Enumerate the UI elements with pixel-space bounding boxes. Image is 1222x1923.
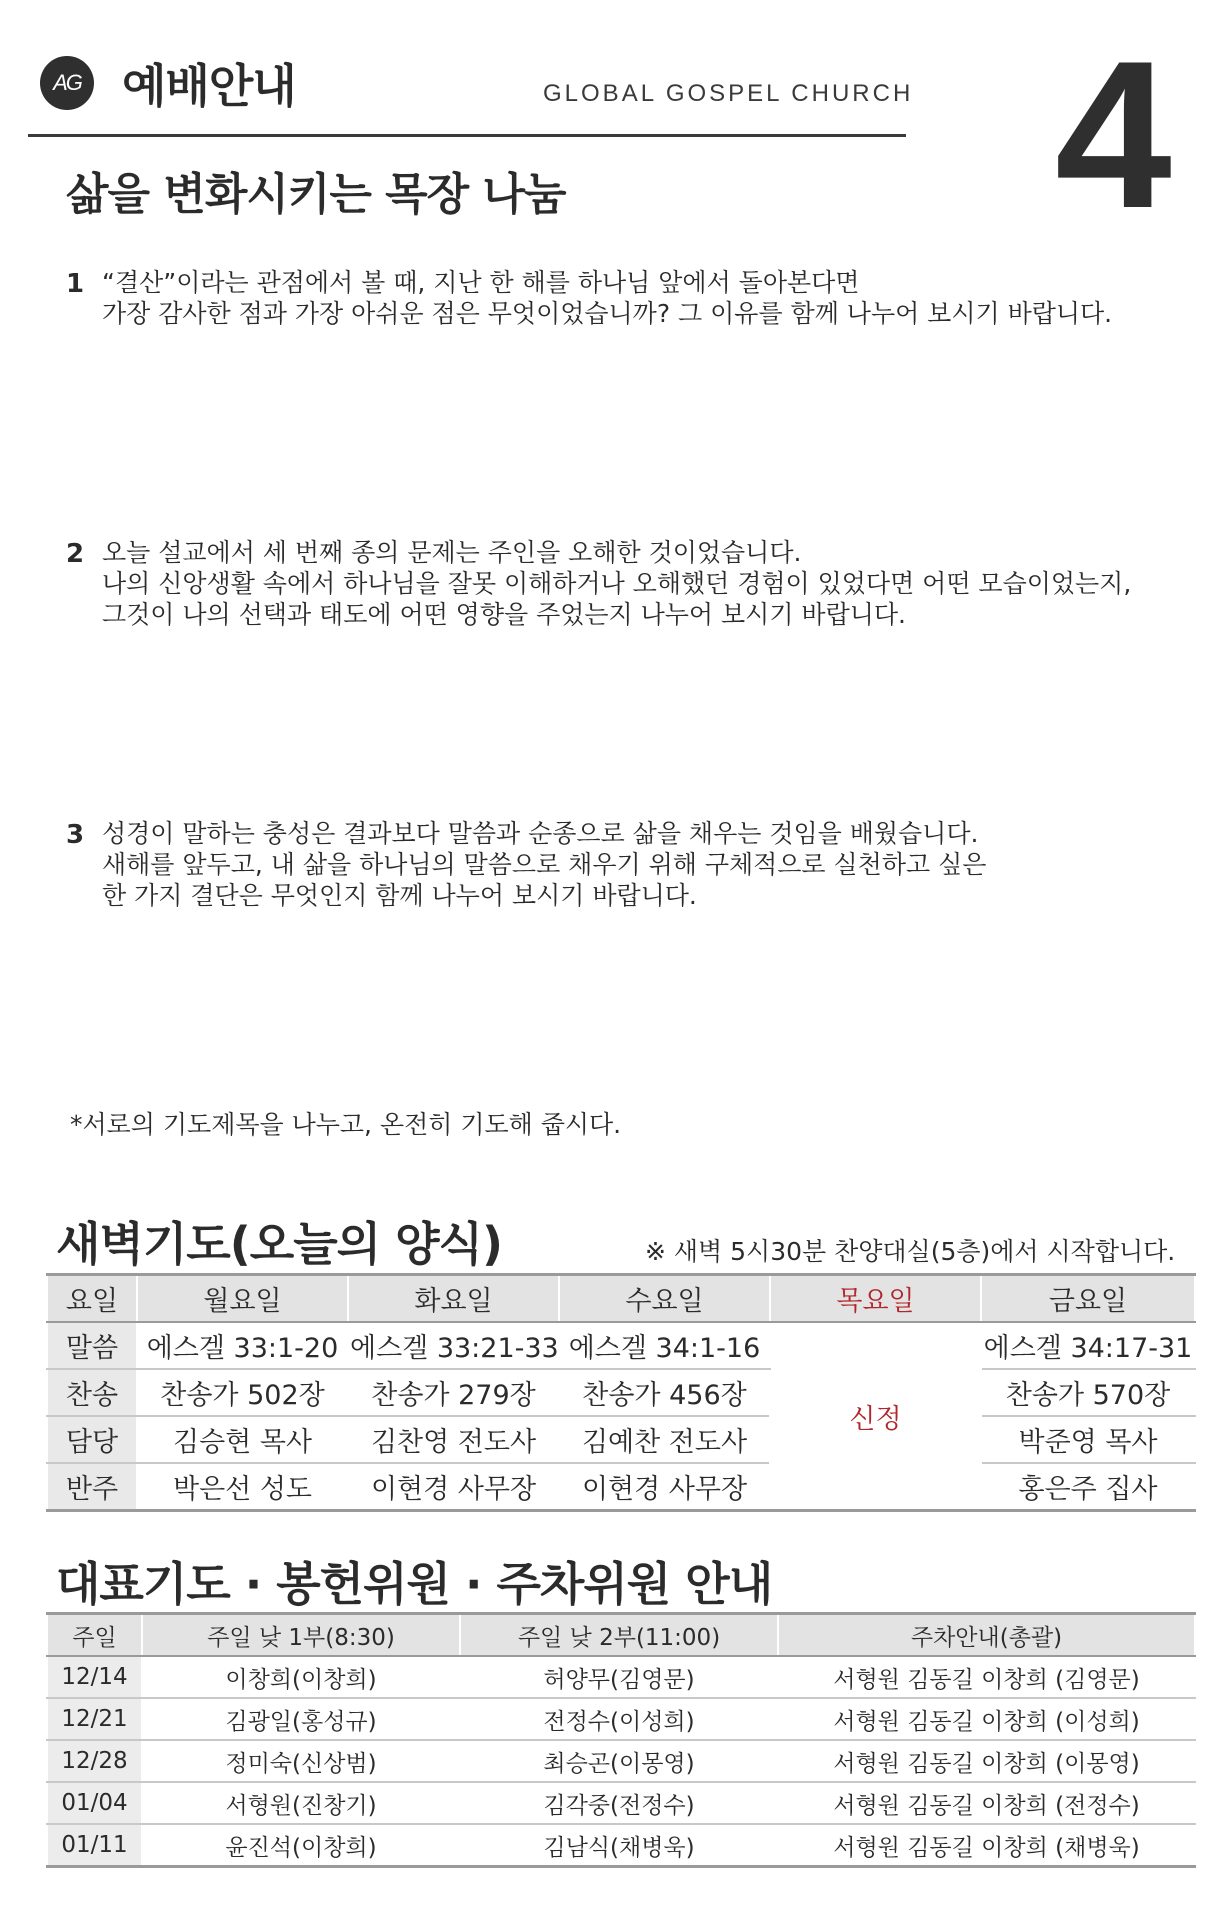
- table-cell: 에스겔 34:1-16: [559, 1322, 770, 1369]
- table-cell: 홍은주 집사: [981, 1463, 1195, 1511]
- header-sunday: 주일: [47, 1614, 142, 1657]
- header-friday: 금요일: [981, 1275, 1195, 1323]
- table-cell: 김광일(홍성규): [142, 1698, 460, 1740]
- row-label: 반주: [47, 1463, 137, 1511]
- table-cell: 찬송가 279장: [348, 1369, 559, 1416]
- header-first-service: 주일 낮 1부(8:30): [142, 1614, 460, 1657]
- date-cell: 01/04: [47, 1782, 142, 1824]
- table-cell: 허양무(김영문): [460, 1656, 778, 1698]
- header-second-service: 주일 낮 2부(11:00): [460, 1614, 778, 1657]
- table-cell: 김찬영 전도사: [348, 1416, 559, 1463]
- date-cell: 01/11: [47, 1824, 142, 1867]
- table-cell: 정미숙(신상범): [142, 1740, 460, 1782]
- table-cell: 찬송가 456장: [559, 1369, 770, 1416]
- section-title: 예배안내: [122, 59, 296, 113]
- header-monday: 월요일: [137, 1275, 348, 1323]
- table-row: [47, 1782, 1195, 1824]
- header-parking: 주차안내(총괄): [778, 1614, 1195, 1657]
- staff-schedule-title: 대표기도 · 봉헌위원 · 주차위원 안내: [56, 1557, 773, 1611]
- table-cell: 김예찬 전도사: [559, 1416, 770, 1463]
- dawn-prayer-note: ※ 새벽 5시30분 찬양대실(5층)에서 시작합니다.: [645, 1237, 1176, 1266]
- table-cell: 에스겔 33:1-20: [137, 1322, 348, 1369]
- table-cell: 서형원 김동길 이창희 (전정수): [778, 1782, 1195, 1824]
- date-cell: 12/14: [47, 1656, 142, 1698]
- table-cell: 찬송가 502장: [137, 1369, 348, 1416]
- dawn-prayer-table: [46, 1273, 1196, 1512]
- question-text: 오늘 설교에서 세 번째 종의 문제는 주인을 오해한 것이었습니다. 나의 신앙생활 속에서 하나님을 잘못 이해하거나 오해했던 경험이 있었다면 어떤 모습이었는지, 그것이 나의 선택과 태도에 어떤 영향을 주었는지 나누어 보시기 바랍니다.: [102, 538, 1132, 629]
- header-wednesday: 수요일: [559, 1275, 770, 1323]
- table-row: [47, 1322, 1195, 1369]
- page-subtitle: 삶을 변화시키는 목장 나눔: [66, 169, 566, 220]
- header-tuesday: 화요일: [348, 1275, 559, 1323]
- table-cell: 서형원 김동길 이창희 (이성희): [778, 1698, 1195, 1740]
- question-number: 3: [66, 820, 85, 850]
- table-row: [47, 1369, 1195, 1416]
- table-cell: 서형원 김동길 이창희 (채병욱): [778, 1824, 1195, 1867]
- table-cell: 박준영 목사: [981, 1416, 1195, 1463]
- header-day: 요일: [47, 1275, 137, 1323]
- page-number: 4: [1055, 17, 1172, 252]
- table-cell: 이현경 사무장: [348, 1463, 559, 1511]
- church-name: GLOBAL GOSPEL CHURCH: [543, 80, 914, 107]
- table-row: [47, 1656, 1195, 1698]
- thursday-holiday-cell: 신정: [770, 1322, 981, 1511]
- question-text: 성경이 말하는 충성은 결과보다 말씀과 순종으로 삶을 채우는 것임을 배웠습니다. 새해를 앞두고, 내 삶을 하나님의 말씀으로 채우기 위해 구체적으로 실천하고 싶은 한 가지 결단은 무엇인지 함께 나누어 보시기 바랍니다.: [102, 819, 987, 910]
- table-cell: 이현경 사무장: [559, 1463, 770, 1511]
- table-cell: 박은선 성도: [137, 1463, 348, 1511]
- church-logo: AG: [40, 56, 94, 110]
- table-cell: 전정수(이성희): [460, 1698, 778, 1740]
- table-cell: 에스겔 34:17-31: [981, 1322, 1195, 1369]
- row-label: 담당: [47, 1416, 137, 1463]
- table-cell: 서형원(진창기): [142, 1782, 460, 1824]
- header-divider: [28, 134, 906, 137]
- table-header-row: [47, 1614, 1195, 1657]
- table-row: [47, 1740, 1195, 1782]
- header-thursday: 목요일: [770, 1275, 981, 1323]
- table-cell: 김남식(채병욱): [460, 1824, 778, 1867]
- table-row: [47, 1463, 1195, 1511]
- prayer-note: *서로의 기도제목을 나누고, 온전히 기도해 줍시다.: [70, 1110, 622, 1139]
- table-cell: 찬송가 570장: [981, 1369, 1195, 1416]
- table-cell: 김각중(전정수): [460, 1782, 778, 1824]
- staff-schedule-table: [46, 1612, 1196, 1868]
- table-row: [47, 1416, 1195, 1463]
- table-row: [47, 1698, 1195, 1740]
- table-cell: 서형원 김동길 이창희 (이몽영): [778, 1740, 1195, 1782]
- date-cell: 12/28: [47, 1740, 142, 1782]
- table-cell: 에스겔 33:21-33: [348, 1322, 559, 1369]
- table-cell: 윤진석(이창희): [142, 1824, 460, 1867]
- question-text: “결산”이라는 관점에서 볼 때, 지난 한 해를 하나님 앞에서 돌아본다면 가장 감사한 점과 가장 아쉬운 점은 무엇이었습니까? 그 이유를 함께 나누어 보시기 바랍니다.: [102, 268, 1113, 328]
- dawn-prayer-title: 새벽기도(오늘의 양식): [56, 1217, 502, 1271]
- table-cell: 김승현 목사: [137, 1416, 348, 1463]
- table-cell: 최승곤(이몽영): [460, 1740, 778, 1782]
- row-label: 찬송: [47, 1369, 137, 1416]
- table-header-row: [47, 1275, 1195, 1323]
- table-cell: 이창희(이창희): [142, 1656, 460, 1698]
- question-number: 1: [66, 269, 85, 299]
- date-cell: 12/21: [47, 1698, 142, 1740]
- question-number: 2: [66, 539, 85, 569]
- table-row: [47, 1824, 1195, 1867]
- table-cell: 서형원 김동길 이창희 (김영문): [778, 1656, 1195, 1698]
- row-label: 말씀: [47, 1322, 137, 1369]
